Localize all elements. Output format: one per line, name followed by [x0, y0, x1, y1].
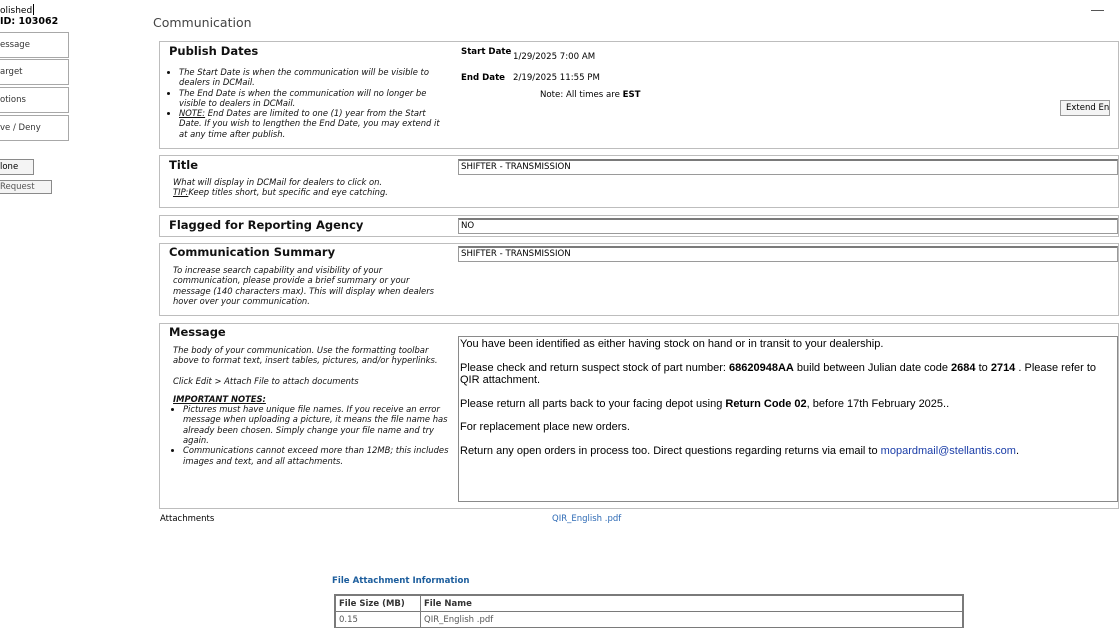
sidebar-button-message[interactable]: essage — [0, 32, 69, 58]
table-header-row — [336, 596, 963, 612]
request-button[interactable]: Request — [0, 180, 52, 194]
end-date-value: 2/19/2025 11:55 PM — [513, 73, 600, 83]
message-description — [173, 345, 451, 466]
message-paragraph: You have been identified as either having stock on hand or in transit to your dealership. — [460, 338, 884, 350]
flagged-heading: Flagged for Reporting Agency — [169, 218, 364, 232]
message-paragraph: For replacement place new orders. — [460, 421, 630, 433]
important-note-pictures: • Pictures must have unique file names. If you receive an error message when uploading a picture, it means the file name has already been chosen. Simply change your file name and try again. — [183, 404, 451, 445]
note-limit — [179, 108, 444, 139]
file-attachment-info-title: File Attachment Information — [332, 576, 470, 586]
title-tip: TIP:Keep titles short, but specific and eye catching. — [173, 187, 388, 198]
message-paragraph: Please return all parts back to your facing depot using Return Code 02, before 17th February 2025.. — [460, 397, 950, 410]
sidebar-button-target[interactable]: arget — [0, 59, 69, 85]
summary-description: To increase search capability and visibility of your communication, please provide a brief summary or your message (140 characters max). This will display when dealers hover over your communication. — [173, 265, 435, 306]
extend-end-date-button[interactable]: Extend En — [1060, 100, 1110, 116]
sidebar-button-approve-deny[interactable]: ve / Deny — [0, 115, 69, 141]
page-title: Communication — [153, 15, 252, 30]
end-date-label: End Date — [461, 73, 506, 83]
message-heading: Message — [169, 325, 226, 339]
message-desc-text: The body of your communication. Use the formatting toolbar above to format text, insert tables, pictures, and/or hyperlinks. — [173, 345, 438, 366]
message-body[interactable] — [458, 336, 1118, 502]
start-date-label: Start Date — [461, 47, 512, 57]
publish-dates-heading: Publish Dates — [169, 44, 259, 58]
column-header-file-name: File Name — [421, 596, 963, 612]
summary-input[interactable]: SHIFTER - TRANSMISSION — [458, 246, 1118, 262]
timezone-note: Note: All times are EST — [540, 90, 641, 100]
title-desc-text: What will display in DCMail for dealers to click on. — [173, 177, 383, 187]
publish-dates-notes — [169, 67, 444, 139]
important-note-size: • Communications cannot exceed more than 12MB; this includes images and text, and all attachments. — [183, 445, 451, 466]
table-row — [336, 612, 963, 628]
column-header-file-size: File Size (MB) — [336, 596, 421, 612]
note-label: NOTE: — [179, 108, 206, 119]
clone-button[interactable]: lone — [0, 159, 34, 175]
communication-id: ID: 103062 — [0, 16, 59, 27]
note-limit-text: End Dates are limited to one (1) year from the Start Date. If you wish to lengthen the End Date, you may extend it at any time after publish. — [179, 108, 440, 139]
file-attachment-table — [335, 595, 963, 628]
email-link[interactable]: mopardmail@stellantis.com — [880, 444, 1016, 457]
note-end-date: • The End Date is when the communication will no longer be visible to dealers in DCMail. — [179, 88, 444, 109]
message-paragraph: Return any open orders in process too. Direct questions regarding returns via email to mopardmail@stellantis.com. — [460, 444, 1019, 457]
title-description — [173, 177, 453, 198]
flagged-input[interactable]: NO — [458, 218, 1118, 234]
attach-hint: Click Edit > Attach File to attach documents — [173, 375, 359, 386]
cell-file-name: QIR_English .pdf — [421, 612, 963, 628]
attachments-label: Attachments — [160, 514, 215, 524]
attachment-link[interactable]: QIR_English .pdf — [552, 514, 622, 524]
title-heading: Title — [169, 158, 199, 172]
start-date-value: 1/29/2025 7:00 AM — [513, 52, 596, 62]
minimize-icon[interactable] — [1091, 10, 1104, 11]
sidebar-button-options[interactable]: otions — [0, 87, 69, 113]
cell-file-size: 0.15 — [336, 612, 421, 628]
summary-heading: Communication Summary — [169, 245, 336, 259]
title-input[interactable]: SHIFTER - TRANSMISSION — [458, 159, 1118, 175]
note-start-date: • The Start Date is when the communication will be visible to dealers in DCMail. — [179, 67, 444, 88]
status-text: olished — [0, 6, 33, 16]
text-cursor — [33, 4, 34, 15]
important-notes-heading: IMPORTANT NOTES: — [173, 393, 266, 404]
message-paragraph: Please check and return suspect stock of part number: 68620948AA build between Julian date code 2684 to 2714 . Please refer to QIR attachment. — [460, 361, 1097, 386]
